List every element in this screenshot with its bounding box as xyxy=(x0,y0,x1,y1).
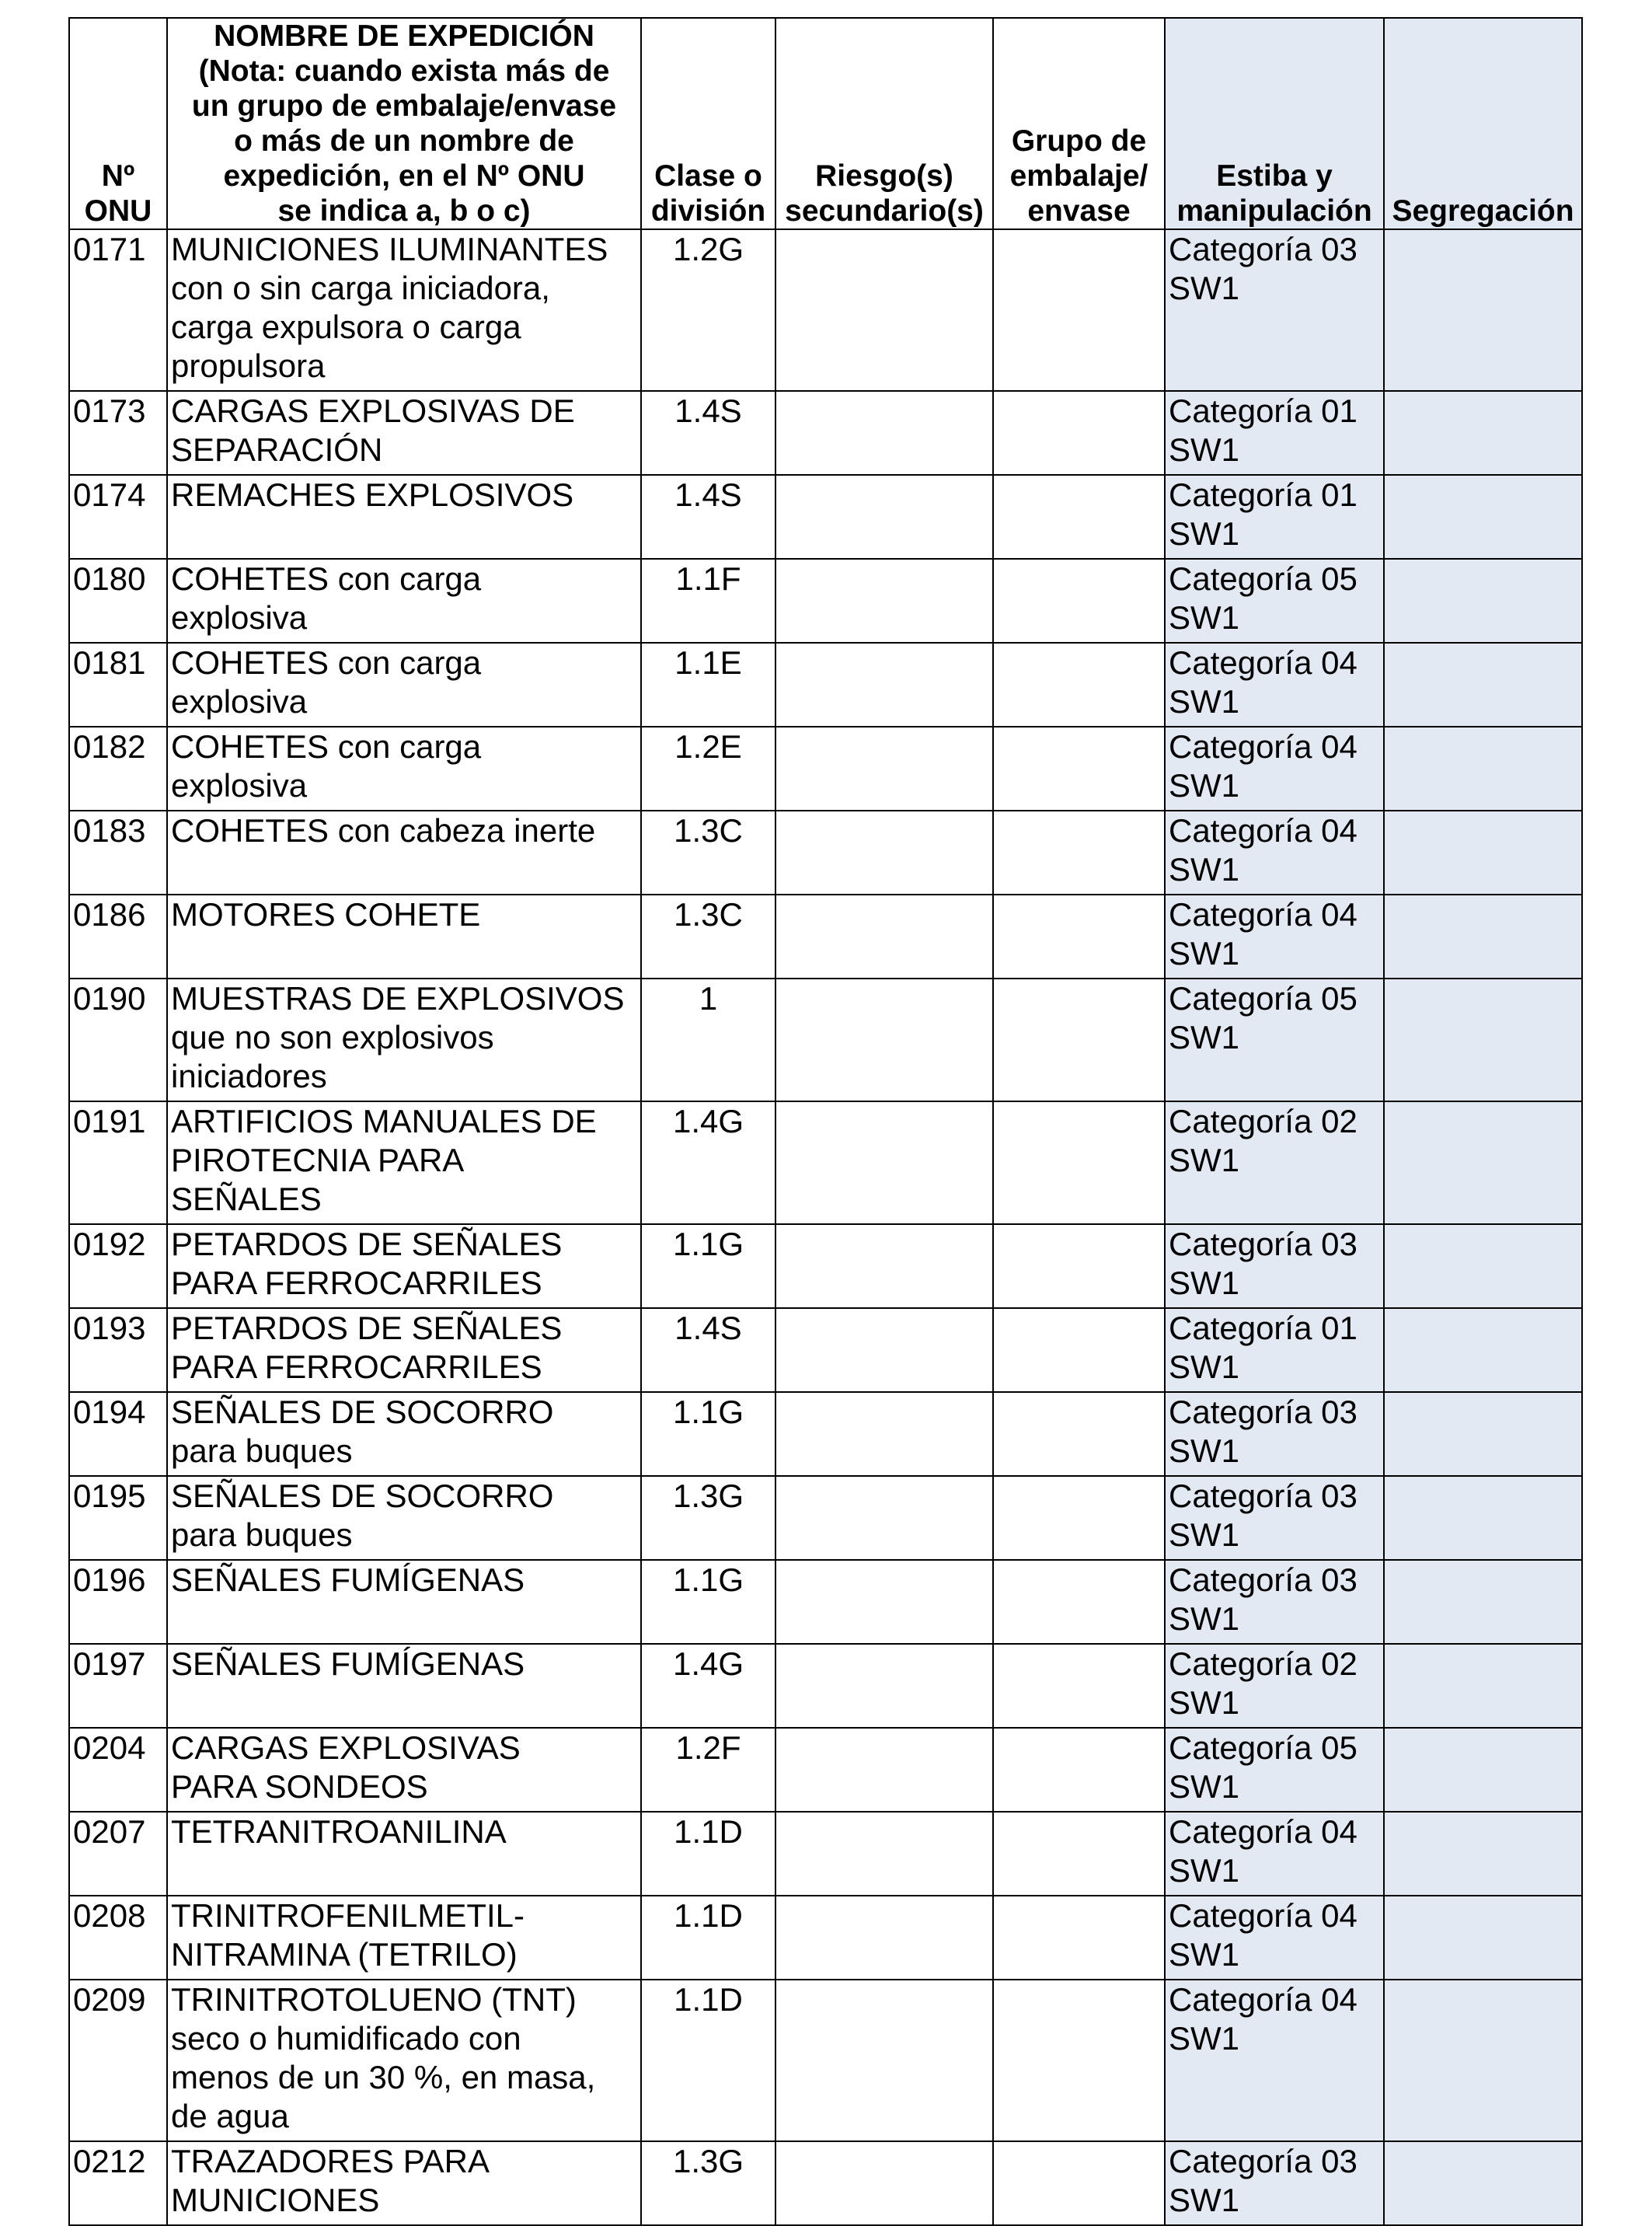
shipping-name-cell-line: PETARDOS DE SEÑALES xyxy=(171,1310,563,1346)
stowage-cell-line: SW1 xyxy=(1169,1265,1240,1301)
table-row xyxy=(69,1560,1582,1644)
packing-group-cell xyxy=(993,979,1165,1101)
secondary-risk-cell xyxy=(775,2141,993,2225)
stowage-cell xyxy=(1165,2141,1384,2225)
onu-number-cell: 0192 xyxy=(69,1224,167,1308)
stowage-cell xyxy=(1165,811,1384,895)
secondary-risk-cell xyxy=(775,1476,993,1560)
header-secondary-line: secundario(s) xyxy=(785,194,984,228)
table-row xyxy=(69,895,1582,979)
stowage-cell-line: Categoría 04 xyxy=(1169,1981,1357,2018)
onu-number-cell: 0208 xyxy=(69,1896,167,1980)
table-row xyxy=(69,229,1582,391)
stowage-cell xyxy=(1165,979,1384,1101)
class-cell: 1.1D xyxy=(641,1980,775,2141)
stowage-cell-line: Categoría 01 xyxy=(1169,1310,1357,1346)
stowage-cell xyxy=(1165,1812,1384,1896)
stowage-cell-line: SW1 xyxy=(1169,1019,1240,1055)
segregation-cell xyxy=(1384,1392,1582,1476)
secondary-risk-cell xyxy=(775,727,993,811)
stowage-cell-line: SW1 xyxy=(1169,1852,1240,1889)
packing-group-cell xyxy=(993,1728,1165,1812)
table-row xyxy=(69,1980,1582,2141)
packing-group-cell xyxy=(993,811,1165,895)
stowage-cell-line: Categoría 03 xyxy=(1169,2143,1357,2179)
table-row xyxy=(69,727,1582,811)
segregation-cell xyxy=(1384,1728,1582,1812)
shipping-name-cell-line: para buques xyxy=(171,1432,353,1469)
secondary-risk-cell xyxy=(775,475,993,559)
header-name-line: se indica a, b o c) xyxy=(277,194,531,228)
stowage-cell xyxy=(1165,1308,1384,1392)
onu-number-cell: 0181 xyxy=(69,643,167,727)
onu-number-cell: 0204 xyxy=(69,1728,167,1812)
table-header xyxy=(69,18,1582,229)
shipping-name-cell xyxy=(167,1476,641,1560)
header-name-line: expedición, en el Nº ONU xyxy=(223,159,585,193)
class-cell: 1.4G xyxy=(641,1644,775,1728)
table-row xyxy=(69,1728,1582,1812)
segregation-cell xyxy=(1384,1980,1582,2141)
segregation-cell xyxy=(1384,1896,1582,1980)
header-onu xyxy=(69,18,167,229)
header-class-line: Clase o xyxy=(654,159,762,193)
shipping-name-cell-line: PARA SONDEOS xyxy=(171,1768,428,1805)
table-row xyxy=(69,1812,1582,1896)
packing-group-cell xyxy=(993,1224,1165,1308)
header-packing-line: envase xyxy=(1027,194,1131,228)
secondary-risk-cell xyxy=(775,1224,993,1308)
stowage-cell-line: SW1 xyxy=(1169,1349,1240,1385)
stowage-cell-line: SW1 xyxy=(1169,1768,1240,1805)
shipping-name-cell xyxy=(167,1896,641,1980)
segregation-cell xyxy=(1384,475,1582,559)
secondary-risk-cell xyxy=(775,1812,993,1896)
shipping-name-cell-line: REMACHES EXPLOSIVOS xyxy=(171,476,574,513)
secondary-risk-cell xyxy=(775,895,993,979)
table-row xyxy=(69,1101,1582,1224)
segregation-cell xyxy=(1384,979,1582,1101)
onu-number-cell: 0209 xyxy=(69,1980,167,2141)
shipping-name-cell-line: COHETES con carga xyxy=(171,644,482,681)
class-cell: 1.2G xyxy=(641,229,775,391)
packing-group-cell xyxy=(993,475,1165,559)
onu-number-cell: 0194 xyxy=(69,1392,167,1476)
shipping-name-cell-line: iniciadores xyxy=(171,1058,327,1094)
secondary-risk-cell xyxy=(775,1392,993,1476)
shipping-name-cell-line: TRINITROFENILMETIL- xyxy=(171,1897,525,1934)
shipping-name-cell-line: que no son explosivos xyxy=(171,1019,494,1055)
shipping-name-cell xyxy=(167,811,641,895)
shipping-name-cell-line: SEÑALES FUMÍGENAS xyxy=(171,1561,525,1598)
shipping-name-cell-line: SEÑALES DE SOCORRO xyxy=(171,1394,554,1430)
table-row xyxy=(69,1896,1582,1980)
stowage-cell-line: SW1 xyxy=(1169,683,1240,720)
secondary-risk-cell xyxy=(775,559,993,643)
shipping-name-cell-line: MUNICIONES ILUMINANTES xyxy=(171,231,608,267)
header-stowage-line: Estiba y xyxy=(1216,159,1333,193)
table-row xyxy=(69,391,1582,475)
shipping-name-cell-line: PETARDOS DE SEÑALES xyxy=(171,1226,563,1262)
packing-group-cell xyxy=(993,895,1165,979)
shipping-name-cell xyxy=(167,559,641,643)
shipping-name-cell xyxy=(167,1812,641,1896)
header-class xyxy=(641,18,775,229)
table-row xyxy=(69,643,1582,727)
onu-number-cell: 0212 xyxy=(69,2141,167,2225)
stowage-cell-line: SW1 xyxy=(1169,851,1240,888)
shipping-name-cell xyxy=(167,895,641,979)
shipping-name-cell xyxy=(167,727,641,811)
table-row xyxy=(69,1392,1582,1476)
shipping-name-cell xyxy=(167,475,641,559)
shipping-name-cell xyxy=(167,1980,641,2141)
class-cell: 1.3G xyxy=(641,2141,775,2225)
stowage-cell-line: SW1 xyxy=(1169,1516,1240,1553)
packing-group-cell xyxy=(993,1644,1165,1728)
shipping-name-cell-line: explosiva xyxy=(171,767,308,804)
segregation-cell xyxy=(1384,391,1582,475)
stowage-cell-line: SW1 xyxy=(1169,270,1240,306)
shipping-name-cell-line: NITRAMINA (TETRILO) xyxy=(171,1936,518,1973)
stowage-cell xyxy=(1165,643,1384,727)
stowage-cell xyxy=(1165,1101,1384,1224)
shipping-name-cell-line: explosiva xyxy=(171,599,308,636)
stowage-cell xyxy=(1165,1644,1384,1728)
shipping-name-cell-line: PIROTECNIA PARA xyxy=(171,1142,465,1178)
class-cell: 1.4S xyxy=(641,391,775,475)
stowage-cell xyxy=(1165,559,1384,643)
onu-number-cell: 0186 xyxy=(69,895,167,979)
stowage-cell xyxy=(1165,229,1384,391)
stowage-cell-line: Categoría 05 xyxy=(1169,980,1357,1017)
packing-group-cell xyxy=(993,1560,1165,1644)
header-name-line: o más de un nombre de xyxy=(234,124,574,158)
segregation-cell xyxy=(1384,895,1582,979)
packing-group-cell xyxy=(993,1392,1165,1476)
onu-number-cell: 0193 xyxy=(69,1308,167,1392)
class-cell: 1.1D xyxy=(641,1812,775,1896)
stowage-cell-line: SW1 xyxy=(1169,1432,1240,1469)
table-row xyxy=(69,2141,1582,2225)
secondary-risk-cell xyxy=(775,1101,993,1224)
secondary-risk-cell xyxy=(775,1644,993,1728)
header-name-line: NOMBRE DE EXPEDICIÓN xyxy=(214,19,594,53)
class-cell: 1.1F xyxy=(641,559,775,643)
stowage-cell xyxy=(1165,1392,1384,1476)
header-class-line: división xyxy=(650,194,766,228)
stowage-cell xyxy=(1165,1728,1384,1812)
stowage-cell-line: Categoría 01 xyxy=(1169,393,1357,429)
stowage-cell-line: SW1 xyxy=(1169,1936,1240,1973)
packing-group-cell xyxy=(993,1476,1165,1560)
shipping-name-cell xyxy=(167,979,641,1101)
header-packing-line: embalaje/ xyxy=(1009,159,1148,193)
packing-group-cell xyxy=(993,643,1165,727)
class-cell: 1 xyxy=(641,979,775,1101)
segregation-cell xyxy=(1384,643,1582,727)
secondary-risk-cell xyxy=(775,1980,993,2141)
stowage-cell-line: Categoría 04 xyxy=(1169,812,1357,849)
shipping-name-cell-line: propulsora xyxy=(171,347,326,384)
header-shipping-name xyxy=(167,18,641,229)
packing-group-cell xyxy=(993,2141,1165,2225)
shipping-name-cell-line: carga expulsora o carga xyxy=(171,309,521,345)
table-row xyxy=(69,1644,1582,1728)
stowage-cell-line: SW1 xyxy=(1169,1600,1240,1637)
header-segregation-line: Segregación xyxy=(1392,194,1574,228)
segregation-cell xyxy=(1384,1224,1582,1308)
table-row xyxy=(69,559,1582,643)
segregation-cell xyxy=(1384,1308,1582,1392)
shipping-name-cell-line: TRINITROTOLUENO (TNT) xyxy=(171,1981,577,2018)
table-row xyxy=(69,1476,1582,1560)
secondary-risk-cell xyxy=(775,811,993,895)
packing-group-cell xyxy=(993,559,1165,643)
class-cell: 1.4G xyxy=(641,1101,775,1224)
segregation-cell xyxy=(1384,559,1582,643)
onu-number-cell: 0182 xyxy=(69,727,167,811)
onu-number-cell: 0191 xyxy=(69,1101,167,1224)
onu-number-cell: 0173 xyxy=(69,391,167,475)
packing-group-cell xyxy=(993,1308,1165,1392)
shipping-name-cell xyxy=(167,1308,641,1392)
stowage-cell-line: SW1 xyxy=(1169,431,1240,468)
shipping-name-cell-line: SEPARACIÓN xyxy=(171,431,383,468)
stowage-cell-line: Categoría 05 xyxy=(1169,560,1357,597)
shipping-name-cell-line: explosiva xyxy=(171,683,308,720)
class-cell: 1.1G xyxy=(641,1224,775,1308)
dangerous-goods-table xyxy=(68,17,1583,2226)
segregation-cell xyxy=(1384,1476,1582,1560)
shipping-name-cell-line: SEÑALES xyxy=(171,1181,322,1217)
shipping-name-cell-line: TRAZADORES PARA xyxy=(171,2143,490,2179)
stowage-cell-line: Categoría 04 xyxy=(1169,896,1357,933)
class-cell: 1.1G xyxy=(641,1392,775,1476)
shipping-name-cell-line: seco o humidificado con xyxy=(171,2020,521,2057)
class-cell: 1.3C xyxy=(641,811,775,895)
onu-number-cell: 0174 xyxy=(69,475,167,559)
class-cell: 1.2F xyxy=(641,1728,775,1812)
header-name-line: (Nota: cuando exista más de xyxy=(198,54,610,88)
shipping-name-cell xyxy=(167,1392,641,1476)
shipping-name-cell-line: COHETES con cabeza inerte xyxy=(171,812,596,849)
header-row xyxy=(69,18,1582,229)
shipping-name-cell-line: COHETES con carga xyxy=(171,560,482,597)
stowage-cell-line: Categoría 04 xyxy=(1169,1813,1357,1850)
class-cell: 1.4S xyxy=(641,475,775,559)
class-cell: 1.1D xyxy=(641,1896,775,1980)
table-row xyxy=(69,1224,1582,1308)
header-secondary-line: Riesgo(s) xyxy=(815,159,953,193)
shipping-name-cell-line: CARGAS EXPLOSIVAS DE xyxy=(171,393,575,429)
stowage-cell-line: Categoría 03 xyxy=(1169,1394,1357,1430)
shipping-name-cell-line: COHETES con carga xyxy=(171,728,482,765)
segregation-cell xyxy=(1384,811,1582,895)
header-stowage xyxy=(1165,18,1384,229)
document-page xyxy=(68,17,1581,2226)
stowage-cell-line: Categoría 04 xyxy=(1169,1897,1357,1934)
segregation-cell xyxy=(1384,1560,1582,1644)
stowage-cell-line: Categoría 02 xyxy=(1169,1645,1357,1682)
stowage-cell-line: Categoría 04 xyxy=(1169,728,1357,765)
stowage-cell-line: SW1 xyxy=(1169,2020,1240,2057)
shipping-name-cell-line: SEÑALES FUMÍGENAS xyxy=(171,1645,525,1682)
stowage-cell-line: SW1 xyxy=(1169,599,1240,636)
shipping-name-cell-line: menos de un 30 %, en masa, xyxy=(171,2059,596,2095)
header-stowage-line: manipulación xyxy=(1176,194,1372,228)
secondary-risk-cell xyxy=(775,1560,993,1644)
stowage-cell-line: Categoría 03 xyxy=(1169,231,1357,267)
onu-number-cell: 0197 xyxy=(69,1644,167,1728)
shipping-name-cell-line: MUNICIONES xyxy=(171,2182,380,2218)
stowage-cell-line: SW1 xyxy=(1169,1142,1240,1178)
header-segregation xyxy=(1384,18,1582,229)
onu-number-cell: 0195 xyxy=(69,1476,167,1560)
stowage-cell xyxy=(1165,1896,1384,1980)
class-cell: 1.1G xyxy=(641,1560,775,1644)
header-secondary-risk xyxy=(775,18,993,229)
table-row xyxy=(69,979,1582,1101)
stowage-cell-line: Categoría 01 xyxy=(1169,476,1357,513)
packing-group-cell xyxy=(993,229,1165,391)
shipping-name-cell-line: ARTIFICIOS MANUALES DE xyxy=(171,1103,597,1139)
shipping-name-cell-line: TETRANITROANILINA xyxy=(171,1813,507,1850)
shipping-name-cell xyxy=(167,643,641,727)
shipping-name-cell xyxy=(167,1560,641,1644)
shipping-name-cell xyxy=(167,391,641,475)
stowage-cell-line: Categoría 05 xyxy=(1169,1729,1357,1766)
segregation-cell xyxy=(1384,229,1582,391)
packing-group-cell xyxy=(993,1896,1165,1980)
secondary-risk-cell xyxy=(775,643,993,727)
secondary-risk-cell xyxy=(775,979,993,1101)
stowage-cell-line: SW1 xyxy=(1169,767,1240,804)
shipping-name-cell xyxy=(167,1644,641,1728)
packing-group-cell xyxy=(993,1980,1165,2141)
shipping-name-cell-line: de agua xyxy=(171,2098,289,2134)
stowage-cell-line: Categoría 03 xyxy=(1169,1561,1357,1598)
class-cell: 1.3C xyxy=(641,895,775,979)
segregation-cell xyxy=(1384,727,1582,811)
stowage-cell-line: SW1 xyxy=(1169,515,1240,552)
shipping-name-cell-line: PARA FERROCARRILES xyxy=(171,1349,542,1385)
onu-number-cell: 0171 xyxy=(69,229,167,391)
shipping-name-cell xyxy=(167,2141,641,2225)
stowage-cell xyxy=(1165,391,1384,475)
shipping-name-cell xyxy=(167,229,641,391)
segregation-cell xyxy=(1384,1644,1582,1728)
onu-number-cell: 0196 xyxy=(69,1560,167,1644)
packing-group-cell xyxy=(993,1101,1165,1224)
class-cell: 1.2E xyxy=(641,727,775,811)
shipping-name-cell xyxy=(167,1101,641,1224)
stowage-cell xyxy=(1165,1560,1384,1644)
packing-group-cell xyxy=(993,391,1165,475)
class-cell: 1.4S xyxy=(641,1308,775,1392)
stowage-cell xyxy=(1165,1476,1384,1560)
header-onu-line: ONU xyxy=(84,194,152,228)
segregation-cell xyxy=(1384,2141,1582,2225)
stowage-cell xyxy=(1165,1980,1384,2141)
shipping-name-cell-line: MUESTRAS DE EXPLOSIVOS xyxy=(171,980,625,1017)
secondary-risk-cell xyxy=(775,1896,993,1980)
packing-group-cell xyxy=(993,1812,1165,1896)
class-cell: 1.3G xyxy=(641,1476,775,1560)
onu-number-cell: 0180 xyxy=(69,559,167,643)
table-body xyxy=(69,229,1582,2225)
onu-number-cell: 0183 xyxy=(69,811,167,895)
segregation-cell xyxy=(1384,1812,1582,1896)
header-onu-line: Nº xyxy=(101,159,135,193)
table-row xyxy=(69,475,1582,559)
secondary-risk-cell xyxy=(775,1308,993,1392)
stowage-cell-line: Categoría 03 xyxy=(1169,1478,1357,1514)
shipping-name-cell-line: con o sin carga iniciadora, xyxy=(171,270,550,306)
secondary-risk-cell xyxy=(775,391,993,475)
table-row xyxy=(69,811,1582,895)
onu-number-cell: 0207 xyxy=(69,1812,167,1896)
shipping-name-cell xyxy=(167,1224,641,1308)
shipping-name-cell xyxy=(167,1728,641,1812)
stowage-cell-line: Categoría 03 xyxy=(1169,1226,1357,1262)
onu-number-cell: 0190 xyxy=(69,979,167,1101)
table-row xyxy=(69,1308,1582,1392)
stowage-cell-line: SW1 xyxy=(1169,2182,1240,2218)
stowage-cell-line: SW1 xyxy=(1169,1684,1240,1721)
stowage-cell-line: SW1 xyxy=(1169,935,1240,972)
shipping-name-cell-line: MOTORES COHETE xyxy=(171,896,481,933)
segregation-cell xyxy=(1384,1101,1582,1224)
shipping-name-cell-line: CARGAS EXPLOSIVAS xyxy=(171,1729,521,1766)
class-cell: 1.1E xyxy=(641,643,775,727)
shipping-name-cell-line: para buques xyxy=(171,1516,353,1553)
shipping-name-cell-line: SEÑALES DE SOCORRO xyxy=(171,1478,554,1514)
stowage-cell-line: Categoría 02 xyxy=(1169,1103,1357,1139)
secondary-risk-cell xyxy=(775,229,993,391)
secondary-risk-cell xyxy=(775,1728,993,1812)
header-packing-group xyxy=(993,18,1165,229)
header-name-line: un grupo de embalaje/envase xyxy=(191,89,617,123)
stowage-cell xyxy=(1165,475,1384,559)
stowage-cell xyxy=(1165,727,1384,811)
packing-group-cell xyxy=(993,727,1165,811)
stowage-cell xyxy=(1165,895,1384,979)
stowage-cell xyxy=(1165,1224,1384,1308)
stowage-cell-line: Categoría 04 xyxy=(1169,644,1357,681)
header-packing-line: Grupo de xyxy=(1011,124,1147,158)
shipping-name-cell-line: PARA FERROCARRILES xyxy=(171,1265,542,1301)
